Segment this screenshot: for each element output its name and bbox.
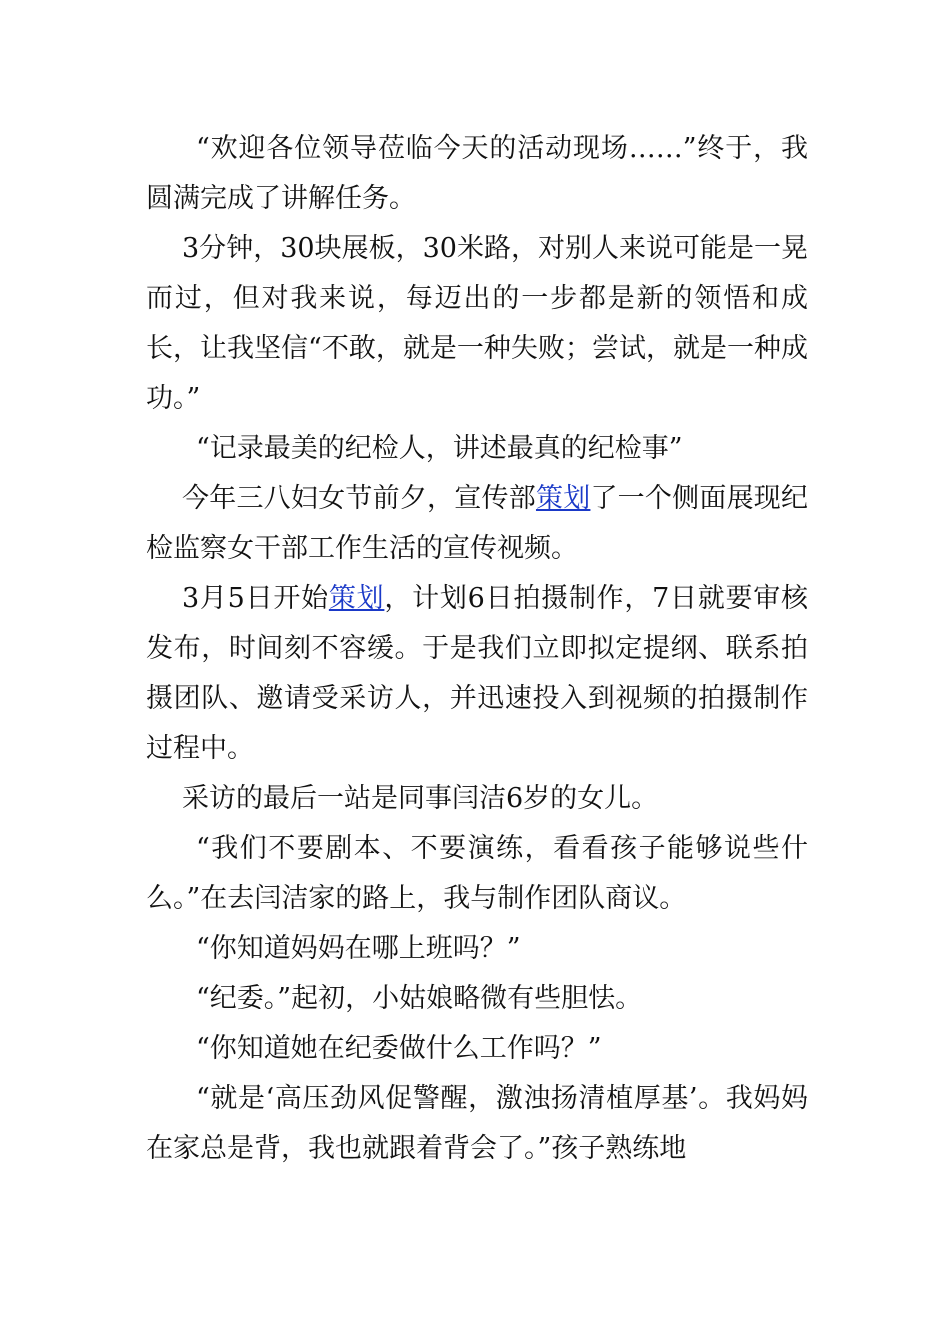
paragraph-5-text-after: ，计划6日拍摄制作，7日就要审核发布，时间刻不容缓。于是我们立即拟定提纲、联系拍摄团队、邀请受采访人，并迅速投入到视频的拍摄制作过程中。 [146, 583, 809, 764]
planning-link[interactable]: 策划 [328, 583, 385, 614]
paragraph-5 [146, 574, 808, 774]
document-body [146, 124, 808, 1174]
planning-link[interactable]: 策划 [535, 483, 591, 514]
paragraph-5-text-before: 3月5日开始 [182, 583, 329, 614]
paragraph-4 [146, 474, 808, 574]
paragraph-3: “记录最美的纪检人，讲述最真的纪检事” [196, 433, 683, 464]
paragraph-4-text-after: 了一个侧面展现纪检监察女干部工作生活的宣传视频。 [146, 483, 809, 564]
paragraph-11: “就是‘高压劲风促警醒，激浊扬清植厚基’。我妈妈在家总是背，我也就跟着背会了。”孩子熟练地 [146, 1083, 808, 1164]
paragraph-7: “我们不要剧本、不要演练，看看孩子能够说些什么。”在去闫洁家的路上，我与制作团队商议。 [146, 833, 808, 914]
paragraph-8: “你知道妈妈在哪上班吗？” [196, 933, 521, 964]
paragraph-4-text-before: 今年三八妇女节前夕，宣传部 [182, 483, 536, 514]
paragraph-2: 3分钟，30块展板，30米路，对别人来说可能是一晃而过，但对我来说，每迈出的一步都是新的领悟和成长，让我坚信“不敢，就是一种失败；尝试，就是一种成功。” [146, 233, 808, 414]
paragraph-1: “欢迎各位领导莅临今天的活动现场……”终于，我圆满完成了讲解任务。 [146, 133, 808, 214]
paragraph-6: 采访的最后一站是同事闫洁6岁的女儿。 [182, 783, 659, 814]
paragraph-9: “纪委。”起初，小姑娘略微有些胆怯。 [196, 983, 643, 1014]
paragraph-10: “你知道她在纪委做什么工作吗？” [196, 1033, 602, 1064]
